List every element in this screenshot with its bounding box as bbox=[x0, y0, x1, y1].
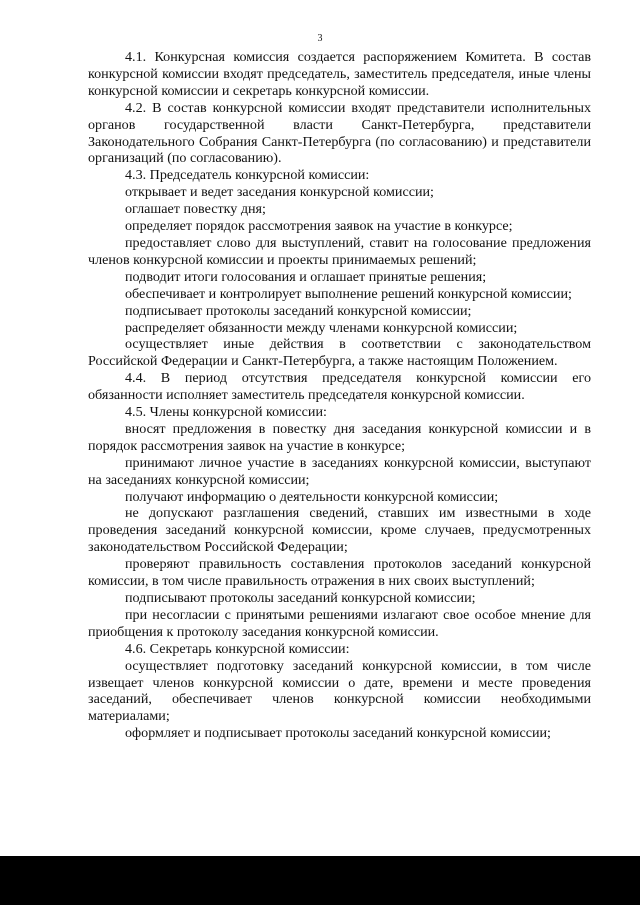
list-item: получают информацию о деятельности конкурсной комиссии; bbox=[125, 488, 499, 505]
document-body bbox=[88, 49, 591, 742]
list-item: осуществляет подготовку заседаний конкурсной комиссии, в том числе извещает членов конкурсной комиссии о дате, времени и месте проведения заседаний, обеспечивает членов конкурсной комиссии необходимыми материалами; bbox=[88, 657, 591, 725]
list-item: принимают личное участие в заседаниях конкурсной комиссии, выступают на заседаниях конкурсной комиссии; bbox=[88, 454, 591, 488]
paragraph-4-3-heading: 4.3. Председатель конкурсной комиссии: bbox=[125, 167, 370, 184]
paragraph-4-6-heading: 4.6. Секретарь конкурсной комиссии: bbox=[125, 640, 350, 657]
list-item: не допускают разглашения сведений, ставших им известными в ходе проведения заседаний конкурсной комиссии, кроме случаев, предусмотренных законодательством Российской Федерации; bbox=[88, 505, 591, 556]
list-item: подписывает протоколы заседаний конкурсной комиссии; bbox=[125, 302, 472, 319]
paragraph-4-1: 4.1. Конкурсная комиссия создается распоряжением Комитета. В состав конкурсной комиссии входят председатель, заместитель председателя, иные члены конкурсной комиссии и секретарь конкурсной комиссии. bbox=[88, 49, 591, 99]
list-item: подводит итоги голосования и оглашает принятые решения; bbox=[125, 268, 487, 285]
list-item: распределяет обязанности между членами конкурсной комиссии; bbox=[125, 319, 518, 336]
paragraph-4-2: 4.2. В состав конкурсной комиссии входят представители исполнительных органов государственной власти Санкт-Петербурга, представители Законодательного Собрания Санкт-Петербурга (по согласованию) и представители организаций (по согласованию). bbox=[88, 99, 591, 167]
list-item: предоставляет слово для выступлений, ставит на голосование предложения членов конкурсной комиссии и проекты принимаемых решений; bbox=[88, 234, 591, 268]
list-item: осуществляет иные действия в соответствии с законодательством Российской Федерации и Санкт-Петербурга, а также настоящим Положением. bbox=[88, 336, 591, 370]
paragraph-4-4: 4.4. В период отсутствия председателя конкурсной комиссии его обязанности исполняет заместитель председателя конкурсной комиссии. bbox=[88, 370, 591, 404]
list-item: оформляет и подписывает протоколы заседаний конкурсной комиссии; bbox=[125, 725, 551, 742]
list-item: вносят предложения в повестку дня заседания конкурсной комиссии и в порядок рассмотрения заявок на участие в конкурсе; bbox=[88, 420, 591, 454]
list-item: обеспечивает и контролирует выполнение решений конкурсной комиссии; bbox=[125, 285, 572, 302]
list-item: открывает и ведет заседания конкурсной комиссии; bbox=[125, 184, 434, 201]
paragraph-4-5-heading: 4.5. Члены конкурсной комиссии: bbox=[125, 404, 327, 421]
scan-bottom-border bbox=[0, 856, 640, 905]
list-item: определяет порядок рассмотрения заявок на участие в конкурсе; bbox=[125, 218, 513, 235]
list-item: оглашает повестку дня; bbox=[125, 201, 266, 218]
list-item: проверяют правильность составления протоколов заседаний конкурсной комиссии, в том числе правильность отражения в них своих выступлений; bbox=[88, 556, 591, 590]
page-number: 3 bbox=[317, 33, 323, 44]
list-item: подписывают протоколы заседаний конкурсной комиссии; bbox=[125, 590, 476, 606]
list-item: при несогласии с принятыми решениями излагают свое особое мнение для приобщения к протоколу заседания конкурсной комиссии. bbox=[88, 606, 591, 640]
